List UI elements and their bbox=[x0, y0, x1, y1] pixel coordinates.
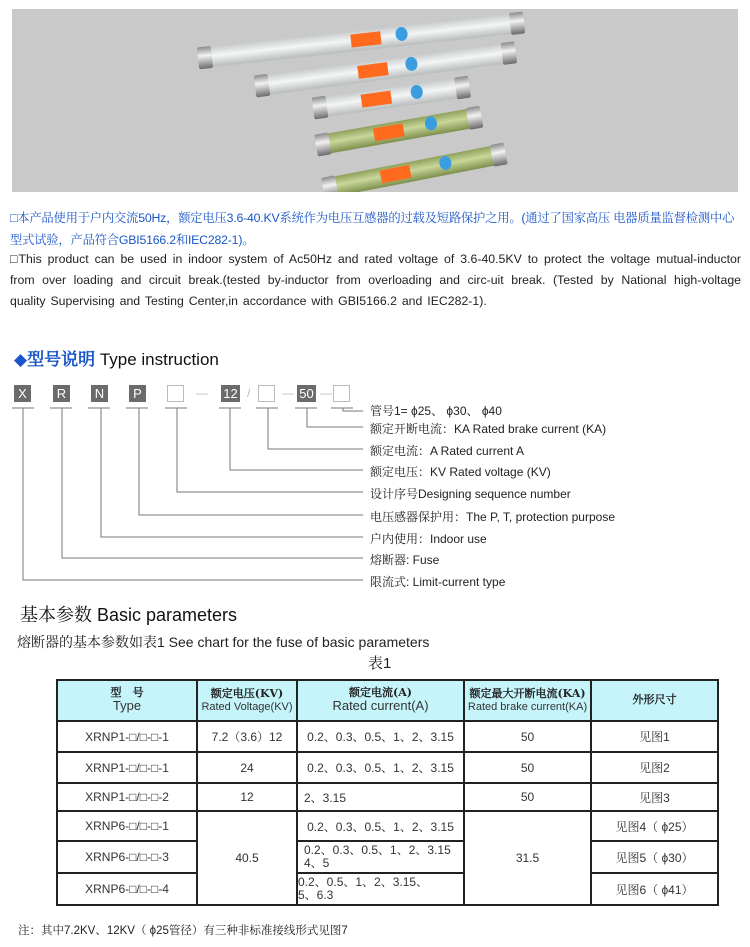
cell-type: XRNP1-□/□-□-2 bbox=[57, 783, 197, 811]
fuse-5 bbox=[325, 144, 504, 192]
legend-brake-current: 额定开断电流：KA Rated brake current (KA) bbox=[370, 422, 607, 436]
parameters-table bbox=[56, 679, 719, 906]
code-box-voltage: 12 bbox=[221, 385, 240, 402]
type-title-en: Type instruction bbox=[99, 350, 219, 369]
cell-brake: 50 bbox=[464, 721, 591, 752]
code-separator: — bbox=[320, 386, 332, 400]
cell-current: 0.2、0.3、0.5、1、2、3.15 bbox=[297, 752, 464, 783]
code-box-brake: 50 bbox=[297, 385, 316, 402]
code-box-p: P bbox=[129, 385, 146, 402]
cell-type: XRNP1-□/□-□-1 bbox=[57, 721, 197, 752]
intro-english: □This product can be used in indoor system of Ac50Hz and rated voltage of 3.6-40.5KV to protect the voltage mutual-inductor from over loading and circuit break.(tested by-inductor from overloading and circ-uit break. (Tested by National high-voltage quality Supervising and Testing Center,in accordance with GBI5166.2 and IEC282-1). bbox=[10, 252, 741, 308]
table-header-row bbox=[57, 680, 718, 721]
cell-shape: 见图5（ ϕ30） bbox=[591, 841, 718, 873]
table-row bbox=[57, 811, 718, 841]
basic-parameters-title: 基本参数 Basic parameters bbox=[20, 605, 238, 625]
type-title-cn: 型号说明 bbox=[27, 350, 96, 369]
code-box-x: X bbox=[14, 385, 31, 402]
cell-type: XRNP6-□/□-□-1 bbox=[57, 811, 197, 841]
cell-voltage: 24 bbox=[197, 752, 297, 783]
code-box-design bbox=[167, 385, 184, 402]
legend-indoor-use: 户内使用：Indoor use bbox=[370, 532, 487, 546]
cell-current: 2、3.15 bbox=[297, 783, 464, 811]
legend-fuse: 熔断器: Fuse bbox=[370, 553, 440, 567]
legend-rated-voltage: 额定电压：KV Rated voltage (KV) bbox=[370, 465, 551, 479]
table-row bbox=[57, 873, 718, 905]
cell-voltage: 7.2（3.6）12 bbox=[197, 721, 297, 752]
code-box-tube bbox=[333, 385, 350, 402]
cell-shape: 见图6（ ϕ41） bbox=[591, 873, 718, 905]
header-voltage: 额定电压(KV) Rated Voltage(KV) bbox=[197, 680, 297, 721]
code-separator: — bbox=[196, 386, 208, 400]
cell-current: 0.2、0.3、0.5、1、2、3.15 4、5 bbox=[297, 841, 464, 873]
cell-brake: 50 bbox=[464, 783, 591, 811]
footnote: 注：其中7.2KV、12KV（ ϕ25管径）有三种非标准接线形式见图7 bbox=[18, 925, 348, 937]
header-type: 型 号 Type bbox=[57, 680, 197, 721]
table-row bbox=[57, 752, 718, 783]
cell-shape: 见图1 bbox=[591, 721, 718, 752]
legend-limit-current: 限流式: Limit-current type bbox=[370, 575, 506, 589]
cell-shape: 见图2 bbox=[591, 752, 718, 783]
code-separator: — bbox=[282, 386, 294, 400]
table-row bbox=[57, 841, 718, 873]
table-row bbox=[57, 783, 718, 811]
product-photo bbox=[12, 9, 738, 192]
cell-current: 0.2、0.3、0.5、1、2、3.15 bbox=[297, 721, 464, 752]
cell-voltage: 12 bbox=[197, 783, 297, 811]
basic-parameters-subtitle: 熔断器的基本参数如表1 See chart for the fuse of basic parameters bbox=[17, 634, 430, 650]
legend-pt-protection: 电压感器保护用：The P, T, protection purpose bbox=[370, 510, 615, 524]
code-separator: / bbox=[247, 386, 251, 400]
type-section-title bbox=[14, 345, 219, 370]
cell-voltage: 40.5 bbox=[197, 811, 297, 905]
legend-rated-current: 额定电流：A Rated current A bbox=[370, 444, 525, 458]
header-current: 额定电流(A) Rated current(A) bbox=[297, 680, 464, 721]
cell-shape: 见图4（ ϕ25） bbox=[591, 811, 718, 841]
cell-brake: 50 bbox=[464, 752, 591, 783]
cell-type: XRNP6-□/□-□-3 bbox=[57, 841, 197, 873]
intro-chinese: □本产品使用于户内交流50Hz，额定电压3.6-40.KV系统作为电压互感器的过载及短路保护之用。(通过了国家高压 电器质量监督检测中心型式试验，产品符合GBI5166.2和IEC282-1)。 bbox=[10, 211, 735, 247]
code-box-r: R bbox=[53, 385, 70, 402]
cell-type: XRNP6-□/□-□-4 bbox=[57, 873, 197, 905]
code-box-current bbox=[258, 385, 275, 402]
diamond-bullet-icon: ◆ bbox=[14, 350, 28, 369]
legend-design-sequence: 设计序号Designing sequence number bbox=[370, 487, 571, 501]
table-row bbox=[57, 721, 718, 752]
cell-brake: 31.5 bbox=[464, 811, 591, 905]
table-caption: 表1 bbox=[368, 655, 392, 672]
cell-current: 0.2、0.3、0.5、1、2、3.15 bbox=[297, 811, 464, 841]
header-brake: 额定最大开断电流(KA) Rated brake current(KA) bbox=[464, 680, 591, 721]
cell-shape: 见图3 bbox=[591, 783, 718, 811]
cell-current: 0.2、0.5、1、2、3.15、 5、6.3 bbox=[297, 873, 464, 905]
legend-tube-number: 管号1= ϕ25、 ϕ30、 ϕ40 bbox=[370, 404, 502, 418]
code-box-n: N bbox=[91, 385, 108, 402]
cell-type: XRNP1-□/□-□-1 bbox=[57, 752, 197, 783]
header-shape: 外形尺寸 bbox=[591, 680, 718, 721]
